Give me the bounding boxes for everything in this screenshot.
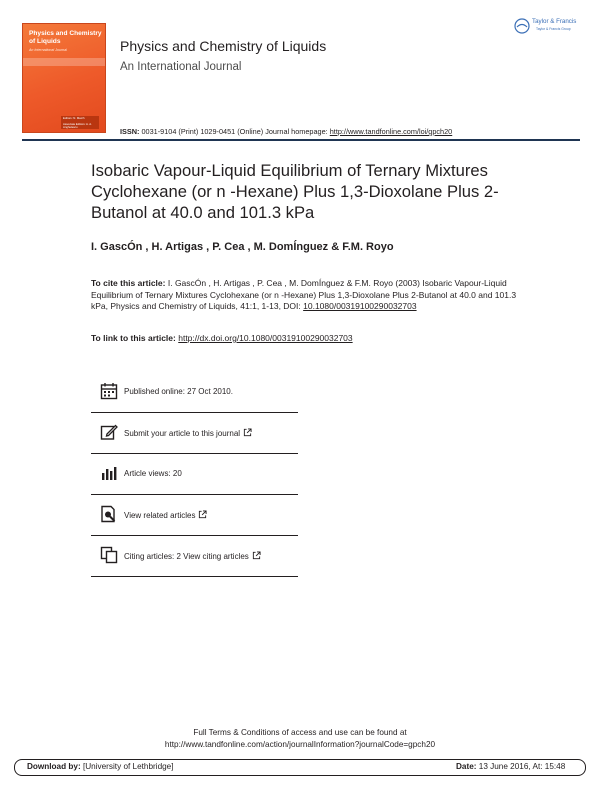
- download-by: [27, 762, 174, 771]
- related-articles-label: View related articles: [124, 511, 196, 520]
- cover-editor-names: Associate Editors: A. A. Anghelescu: [63, 121, 92, 130]
- cover-editor-label: Editors: N. March: [63, 116, 85, 120]
- download-value: [University of Lethbridge]: [82, 762, 174, 771]
- journal-cover-image: [22, 23, 106, 133]
- search-document-icon: [100, 505, 118, 523]
- journal-homepage-link[interactable]: http://www.tandfonline.com/loi/gpch20: [329, 127, 453, 136]
- publisher-name: Taylor & Francis: [532, 18, 577, 25]
- date-value: 13 June 2016, At: 15:48: [478, 762, 566, 771]
- copy-documents-icon: [100, 546, 118, 564]
- issn-label: ISSN:: [120, 127, 140, 136]
- publisher-tagline: Taylor & Francis Group: [536, 27, 571, 31]
- journal-title: Physics and Chemistry of Liquids: [120, 38, 327, 54]
- download-date: [456, 762, 565, 771]
- article-meta-list: [91, 372, 298, 577]
- citing-articles-link[interactable]: [124, 551, 261, 561]
- cover-subtitle: An International Journal: [29, 48, 67, 52]
- external-link-icon: [198, 510, 207, 519]
- cover-band: [23, 58, 105, 66]
- bar-chart-icon: [100, 464, 118, 482]
- article-authors: I. GascÓn , H. Artigas , P. Cea , M. DomÍnguez & F.M. Royo: [91, 241, 394, 253]
- publisher-logo: [514, 17, 584, 37]
- citation-text: I. GascÓn , H. Artigas , P. Cea , M. DomÍnguez & F.M. Royo (2003) Isobaric Vapour-Liquid Equilibrium of Ternary Mixtures Cyclohexane (or n -Hexane) Plus 1,3-Dioxolane Plus 2-Butanol at 40.0 and 101.3 kPa, Physics and Chemistry of Liquids, 41:1, 1-13, DOI:: [91, 278, 517, 311]
- meta-submit[interactable]: [91, 413, 298, 454]
- link-line: [91, 333, 353, 343]
- download-label: Download by:: [27, 762, 81, 771]
- article-title: Isobaric Vapour-Liquid Equilibrium of Ternary Mixtures Cyclohexane (or n -Hexane) Plus 1,3-Dioxolane Plus 2-Butanol at 40.0 and 101.3 kPa: [91, 161, 499, 222]
- terms-line-1: Full Terms & Conditions of access and use can be found at: [193, 728, 407, 737]
- issn-line: [120, 127, 452, 136]
- article-views: Article views: 20: [124, 469, 182, 478]
- external-link-icon: [243, 428, 252, 437]
- cover-editor-box: [61, 116, 99, 129]
- terms-notice: [0, 727, 600, 750]
- meta-published: [91, 372, 298, 413]
- cover-title: Physics and Chemistry of Liquids: [29, 30, 102, 45]
- calendar-icon: [100, 382, 118, 400]
- meta-related[interactable]: [91, 495, 298, 536]
- citation-label: To cite this article:: [91, 278, 166, 288]
- submit-article-label: Submit your article to this journal: [124, 429, 241, 438]
- citing-articles-label: Citing articles: 2 View citing articles: [124, 552, 249, 561]
- journal-subtitle: An International Journal: [120, 61, 242, 73]
- download-info-bar: [14, 759, 586, 776]
- meta-views: [91, 454, 298, 495]
- header-divider: [22, 139, 580, 141]
- related-articles-link[interactable]: [124, 510, 207, 520]
- external-link-icon: [252, 551, 261, 560]
- citation-block: [91, 278, 531, 313]
- publisher-logo-icon: [514, 18, 530, 34]
- terms-url[interactable]: http://www.tandfonline.com/action/journalInformation?journalCode=gpch20: [164, 739, 436, 749]
- submit-article-link[interactable]: [124, 428, 252, 438]
- published-date: Published online: 27 Oct 2010.: [124, 387, 233, 396]
- link-label: To link to this article:: [91, 333, 176, 343]
- meta-citing[interactable]: [91, 536, 298, 577]
- issn-value: 0031-9104 (Print) 1029-0451 (Online) Journal homepage:: [141, 127, 328, 136]
- citation-doi-link[interactable]: 10.1080/00319100290032703: [303, 301, 417, 311]
- article-doi-link[interactable]: http://dx.doi.org/10.1080/00319100290032703: [178, 333, 353, 343]
- date-label: Date:: [456, 762, 477, 771]
- edit-icon: [100, 423, 118, 441]
